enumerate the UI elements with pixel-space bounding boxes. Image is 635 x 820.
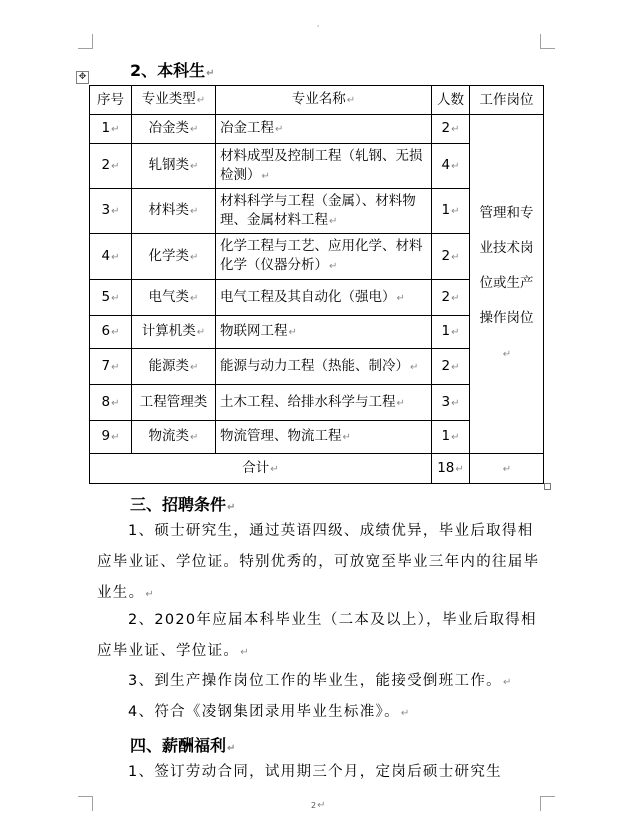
section4-title: 四、薪酬福利↵ (130, 736, 236, 755)
cell-name: 冶金工程↵ (216, 115, 432, 144)
crop-mark-top-right (540, 34, 555, 49)
cell-no: 7↵ (90, 349, 132, 385)
cell-name: 能源与动力工程（热能、制冷）↵ (216, 349, 432, 385)
cell-name: 物流管理、物流工程↵ (216, 421, 432, 454)
cell-name: 电气工程及其自动化（强电）↵ (216, 280, 432, 316)
cell-no: 2↵ (90, 144, 132, 189)
cell-no: 3↵ (90, 189, 132, 234)
header-type: 专业类型↵ (132, 86, 216, 115)
cell-type: 电气类↵ (132, 280, 216, 316)
total-count: 18↵ (432, 454, 470, 484)
cell-no: 6↵ (90, 316, 132, 349)
cell-count: 2↵ (432, 280, 470, 316)
table-header-row (90, 86, 544, 115)
section3-item-4: 4、符合《凌钢集团录用毕业生标准》。↵ (128, 704, 411, 720)
cell-no: 1↵ (90, 115, 132, 144)
cell-count: 1↵ (432, 189, 470, 234)
cell-type: 计算机类↵ (132, 316, 216, 349)
section3-title: 三、招聘条件↵ (130, 495, 236, 514)
crop-mark-bottom-left (78, 796, 93, 811)
cell-no: 5↵ (90, 280, 132, 316)
section3-item-1: 1、硕士研究生，通过英语四级、成绩优异，毕业后取得相应毕业证、学位证。特别优秀的，可放宽至毕业三年内的往届毕业生。↵ (97, 523, 540, 601)
cell-type: 轧钢类↵ (132, 144, 216, 189)
crop-mark-top-left (78, 34, 93, 49)
top-mark: ' (317, 24, 320, 33)
page-number: 2↵ (311, 800, 326, 811)
crop-mark-bottom-right (540, 796, 555, 811)
table-move-handle-icon[interactable]: ✥ (76, 71, 89, 84)
cell-no: 9↵ (90, 421, 132, 454)
cell-type: 工程管理类 (132, 385, 216, 421)
cell-job: 管理和专业技术岗位或生产操作岗位↵ (470, 115, 544, 454)
table-row (90, 115, 544, 144)
section3-item-2: 2、2020年应届本科毕业生（二本及以上），毕业后取得相应毕业证、学位证。↵ (97, 612, 537, 659)
cell-count: 1↵ (432, 421, 470, 454)
section-heading: 2、本科生↵ (130, 61, 215, 80)
header-no: 序号 (90, 86, 132, 115)
cell-count: 2↵ (432, 115, 470, 144)
section4-item-1: 1、签订劳动合同，试用期三个月，定岗后硕士研究生 (128, 764, 502, 780)
cell-type: 材料类↵ (132, 189, 216, 234)
header-count: 人数 (432, 86, 470, 115)
cell-count: 2↵ (432, 349, 470, 385)
total-label: 合计↵ (90, 454, 432, 484)
majors-table (89, 85, 544, 484)
table-resize-handle[interactable] (544, 483, 551, 490)
cell-count: 4↵ (432, 144, 470, 189)
cell-count: 3↵ (432, 385, 470, 421)
cell-no: 4↵ (90, 234, 132, 280)
header-name: 专业名称↵ (216, 86, 432, 115)
cell-count: 1↵ (432, 316, 470, 349)
section3-item-3: 3、到生产操作岗位工作的毕业生，能接受倒班工作。↵ (128, 673, 513, 689)
header-job: 工作岗位 (470, 86, 544, 115)
table-total-row (90, 454, 544, 484)
cell-type: 物流类↵ (132, 421, 216, 454)
cell-name: 化学工程与工艺、应用化学、材料化学（仪器分析）↵ (216, 234, 432, 280)
cell-name: 物联网工程↵ (216, 316, 432, 349)
cell-count: 2↵ (432, 234, 470, 280)
cell-name: 土木工程、给排水科学与工程↵ (216, 385, 432, 421)
cell-type: 冶金类↵ (132, 115, 216, 144)
total-job-empty: ↵ (470, 454, 544, 484)
cell-type: 能源类↵ (132, 349, 216, 385)
cell-name: 材料科学与工程（金属）、材料物理、金属材料工程↵ (216, 189, 432, 234)
cell-name: 材料成型及控制工程（轧钢、无损检测）↵ (216, 144, 432, 189)
cell-type: 化学类↵ (132, 234, 216, 280)
cell-no: 8↵ (90, 385, 132, 421)
